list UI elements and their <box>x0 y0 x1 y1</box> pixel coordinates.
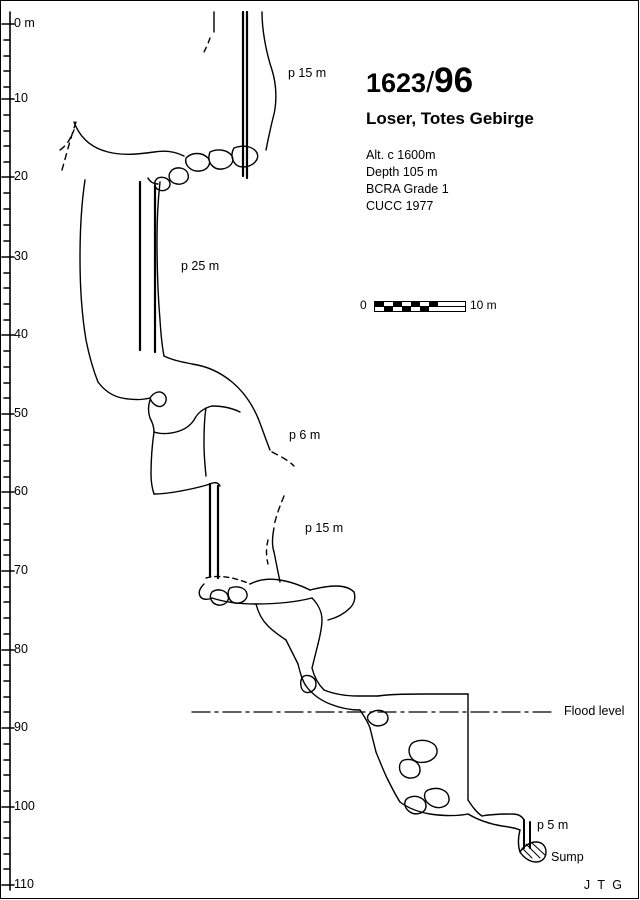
rock-block <box>150 392 166 407</box>
depth-label-80: 80 <box>14 642 28 656</box>
passage-chamber-right-wall <box>328 592 355 620</box>
cave-number-suffix: 96 <box>434 61 474 100</box>
depth-label-30: 30 <box>14 249 28 263</box>
rock-block <box>232 146 258 167</box>
passage-p6-dashed <box>272 452 294 466</box>
scale-label-max: 10 m <box>470 298 497 312</box>
passage-mid-left-drop <box>149 400 155 432</box>
surveyor-credit: J T G <box>583 878 624 892</box>
passage-sump-left <box>519 830 521 852</box>
pitch-label-p15-upper: p 15 m <box>288 66 327 80</box>
passage-mid-ledge-right <box>212 406 240 412</box>
rock-block <box>210 590 228 605</box>
depth-axis-ticks <box>2 24 14 885</box>
scale-bar-block <box>360 296 520 318</box>
rock-block <box>400 759 421 778</box>
depth-label-60: 60 <box>14 484 28 498</box>
passage-80m-left <box>286 640 298 664</box>
passage-upper-left-dashed <box>204 38 210 52</box>
rock-block <box>425 788 450 807</box>
depth-label-50: 50 <box>14 406 28 420</box>
passage-lower-floor <box>400 802 468 816</box>
pitch-label-p5: p 5 m <box>537 818 569 832</box>
cave-number-separator: / <box>426 67 435 99</box>
rock-block <box>405 796 426 813</box>
depth-label-90: 90 <box>14 720 28 734</box>
depth-label-0: 0 m <box>14 16 35 30</box>
passage-left-lower-wall <box>151 432 154 494</box>
pitch-label-p6: p 6 m <box>289 428 321 442</box>
passage-80m-right <box>312 644 318 668</box>
passage-chamber-roof-right <box>310 586 354 592</box>
cave-number <box>366 62 616 102</box>
passage-lower-left-3 <box>376 752 388 780</box>
depth-label-10: 10 <box>14 91 28 105</box>
passage-upper-right-wall <box>262 12 276 150</box>
scale-bar <box>374 301 466 312</box>
passage-p15-dashed-2 <box>267 540 269 564</box>
rock-block <box>186 154 210 172</box>
passage-p15-dashed-right <box>274 496 284 526</box>
passage-mid-ledge <box>154 420 194 434</box>
passage-mid-ledge-up <box>194 406 212 420</box>
passage-left-wall-main <box>80 180 98 382</box>
passage-lower-left-4 <box>388 780 400 802</box>
survey-meta <box>366 147 616 215</box>
rock-block <box>368 710 389 725</box>
sump-label: Sump <box>551 850 584 864</box>
passage-p6-right <box>258 418 270 450</box>
passage-lower-right-floor <box>468 800 482 816</box>
pitch-label-p15-lower: p 15 m <box>305 521 344 535</box>
meta-bcra-grade: BCRA Grade 1 <box>366 182 449 196</box>
cave-region: Loser, Totes Gebirge <box>366 109 534 128</box>
passage-neck-right <box>312 598 322 644</box>
depth-label-110: 110 <box>14 877 34 891</box>
rock-block <box>409 740 437 762</box>
passage-chamber-dashed-top <box>206 577 250 585</box>
passage-87m-roof <box>324 690 378 696</box>
passage-lower-left-2 <box>370 728 376 752</box>
passage-p15-lower-right <box>274 552 280 582</box>
rock-block <box>209 150 233 169</box>
depth-label-70: 70 <box>14 563 28 577</box>
passage-sump-approach-lower <box>468 814 520 830</box>
title-block <box>366 62 616 215</box>
pitch-label-p25: p 25 m <box>181 259 220 273</box>
passage-shaft-right-wall <box>157 182 164 356</box>
depth-label-40: 40 <box>14 327 28 341</box>
flood-level-label: Flood level <box>564 704 625 718</box>
meta-depth: Depth 105 m <box>366 165 438 179</box>
passage-neck-left <box>256 604 286 640</box>
passage-lower-left-1 <box>360 710 370 728</box>
passage-85m-left <box>298 664 306 686</box>
passage-60m-floor <box>154 484 210 494</box>
meta-club-year: CUCC 1977 <box>366 199 434 213</box>
depth-label-100: 100 <box>14 799 35 813</box>
passage-lower-roof <box>378 694 468 696</box>
rock-block <box>228 587 247 603</box>
rock-block <box>169 168 188 184</box>
scale-label-min: 0 <box>360 298 367 312</box>
passage-sump-approach <box>482 814 524 820</box>
cave-number-prefix: 1623 <box>366 68 427 98</box>
passage-left-upper-wall <box>74 122 184 156</box>
passage-mid-left-wall <box>204 408 206 476</box>
passage-mid-right <box>164 356 258 418</box>
meta-altitude: Alt. c 1600m <box>366 148 436 162</box>
depth-label-20: 20 <box>14 169 28 183</box>
passage-mid-floor <box>98 382 150 400</box>
passage-p15-right-wall <box>273 528 275 552</box>
